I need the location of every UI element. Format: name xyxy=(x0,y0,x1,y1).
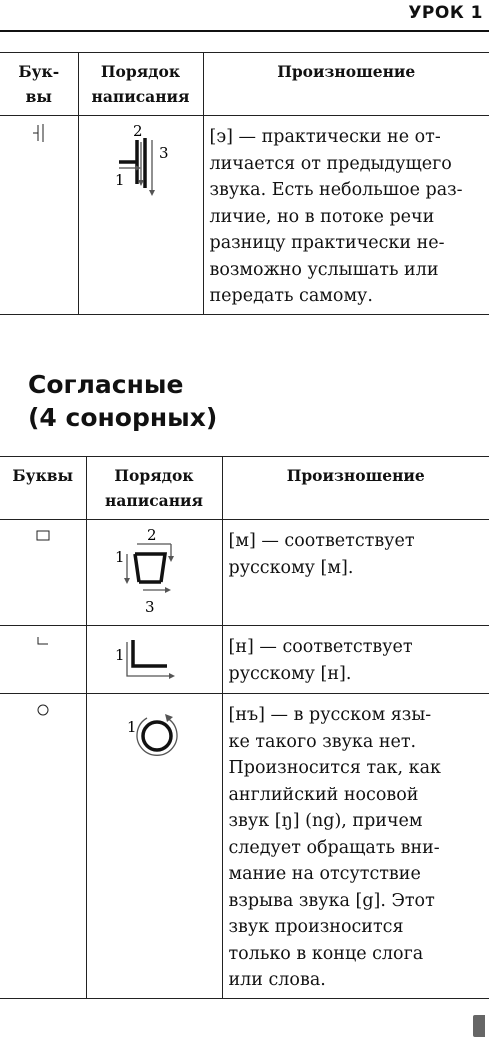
letter-cell xyxy=(0,116,78,315)
letter-ng-glyph xyxy=(33,700,53,720)
table-row xyxy=(0,626,489,694)
table-header-row xyxy=(0,53,489,116)
consonant-table xyxy=(0,456,489,999)
stroke-order-diagram xyxy=(79,122,203,212)
page-edge-mark xyxy=(473,1015,485,1037)
col-letters-header: Буквы xyxy=(0,457,86,520)
section-title: Согласные (4 сонорных) xyxy=(28,370,218,432)
stroke-order-diagram xyxy=(87,700,222,770)
stroke-number: 2 xyxy=(146,526,157,544)
stroke-number: 1 xyxy=(114,548,125,566)
table-header-row xyxy=(0,457,489,520)
letter-cell xyxy=(0,694,86,999)
lesson-label: УРОК 1 xyxy=(408,3,483,23)
stroke-order-cell xyxy=(78,116,203,315)
stroke-number: 3 xyxy=(144,598,155,616)
stroke-order-cell xyxy=(86,520,222,626)
letter-cell xyxy=(0,520,86,626)
letter-e-glyph xyxy=(29,122,49,144)
stroke-number: 1 xyxy=(114,646,125,664)
col-pronunciation-header: Произношение xyxy=(222,457,489,520)
letter-m-glyph xyxy=(33,526,53,546)
pronunciation-cell: [нъ] — в русском язы- ке такого звука нет. Произносится так, как английский носовой звук [ŋ] (ng), причем следует обращать вни- мание на отсутствие взрыва звука [g]. Этот звук произносится только в конце слога или слова. xyxy=(222,694,489,999)
table-row xyxy=(0,520,489,626)
table-row xyxy=(0,116,489,315)
stroke-number: 3 xyxy=(158,144,169,162)
pronunciation-cell: [н] — соответствует русскому [н]. xyxy=(222,626,489,694)
stroke-order-cell xyxy=(86,694,222,999)
stroke-number: 1 xyxy=(114,171,125,189)
stroke-number: 1 xyxy=(126,718,137,736)
stroke-order-cell xyxy=(86,626,222,694)
page-header xyxy=(0,0,489,32)
pronunciation-cell: [м] — соответствует русскому [м]. xyxy=(222,520,489,626)
pronunciation-cell: [э] — практически не от- личается от предыдущего звука. Есть небольшое раз- личие, но в потоке речи разницу практически не- возможно услышать или передать самому. xyxy=(203,116,489,315)
col-pronunciation-header: Произношение xyxy=(203,53,489,116)
col-letters-header: Бук- вы xyxy=(0,53,78,116)
stroke-order-diagram xyxy=(87,526,222,616)
vowel-table xyxy=(0,52,489,315)
table-row xyxy=(0,694,489,999)
col-order-header: Порядок написания xyxy=(78,53,203,116)
col-order-header: Порядок написания xyxy=(86,457,222,520)
stroke-number: 2 xyxy=(132,122,143,140)
stroke-order-diagram xyxy=(87,632,222,688)
letter-n-glyph xyxy=(33,632,53,652)
letter-cell xyxy=(0,626,86,694)
